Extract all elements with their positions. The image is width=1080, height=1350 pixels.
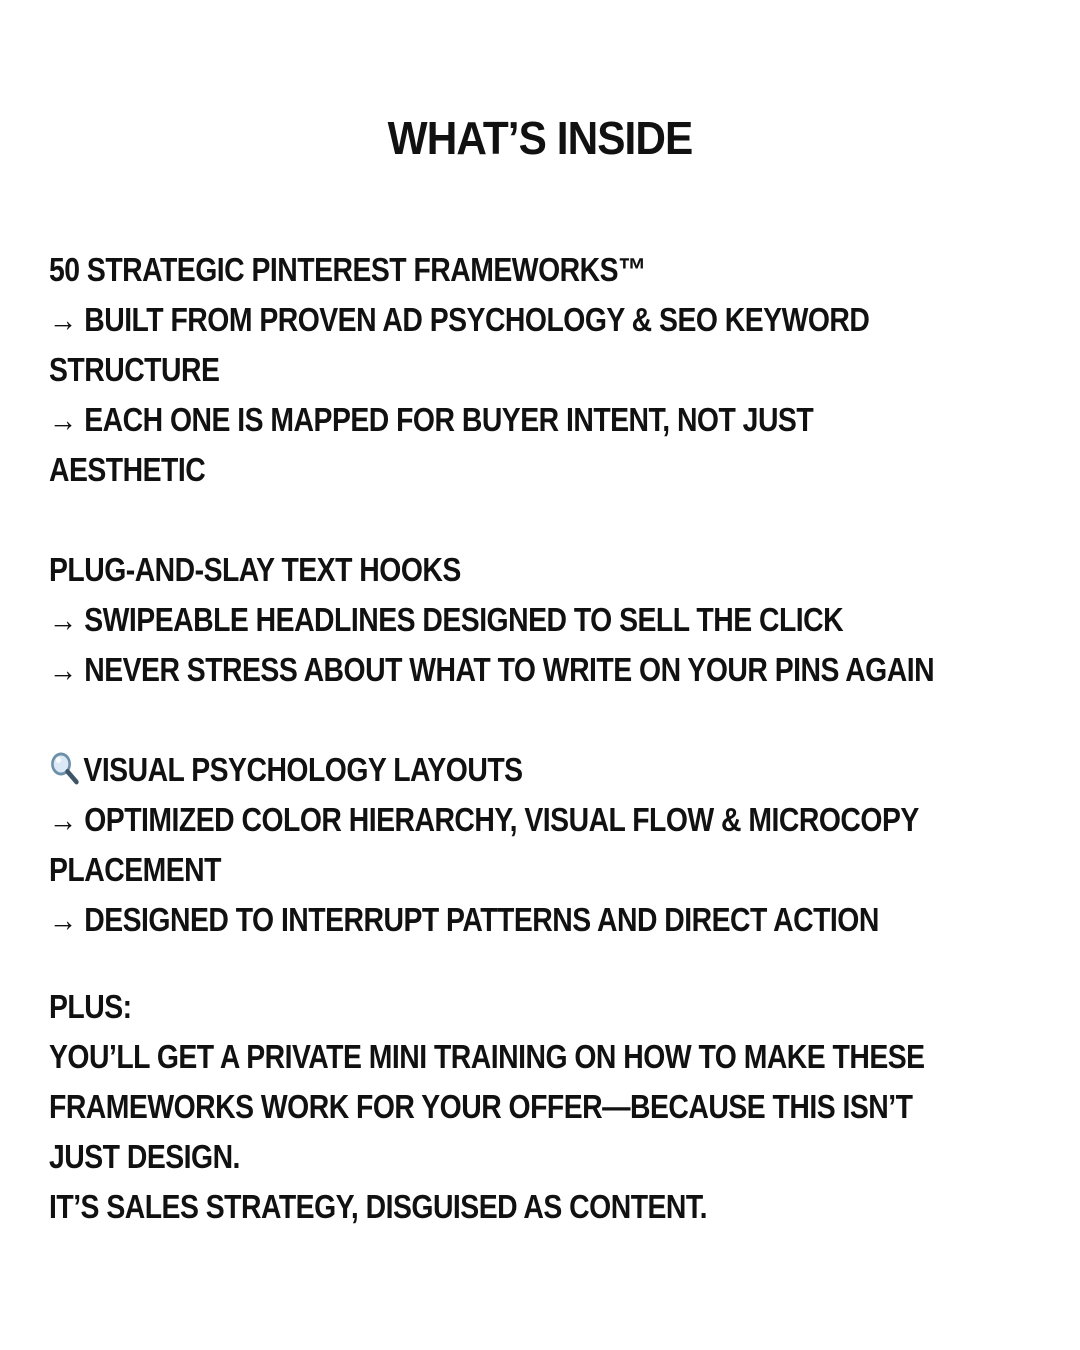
section-heading: PLUG-AND-SLAY TEXT HOOKS (49, 551, 461, 588)
bullet-line: → SWIPEABLE HEADLINES DESIGNED TO SELL THE CLICK (49, 601, 844, 638)
bullet-line: → DESIGNED TO INTERRUPT PATTERNS AND DIRECT ACTION (49, 901, 879, 938)
section-hooks (49, 545, 1034, 695)
content (49, 245, 1034, 1232)
bullet-line: → EACH ONE IS MAPPED FOR BUYER INTENT, NOT JUST (49, 401, 814, 438)
bullet-line: → OPTIMIZED COLOR HIERARCHY, VISUAL FLOW & MICROCOPY (49, 801, 919, 838)
bullet-line: → NEVER STRESS ABOUT WHAT TO WRITE ON YOUR PINS AGAIN (49, 651, 935, 688)
section-heading: 50 STRATEGIC PINTEREST FRAMEWORKS™ (49, 251, 646, 288)
body-line: YOU’LL GET A PRIVATE MINI TRAINING ON HOW TO MAKE THESE (49, 1038, 925, 1075)
bullet-line-continuation: STRUCTURE (49, 351, 220, 388)
section-layouts (49, 745, 1034, 945)
bullet-line-continuation: AESTHETIC (49, 451, 206, 488)
section-heading-row (49, 745, 896, 795)
page-title: WHAT’S INSIDE (387, 112, 693, 164)
section-plus (49, 982, 1034, 1232)
section-heading: PLUS: (49, 988, 132, 1025)
magnifying-glass-icon (49, 750, 80, 786)
body-line: JUST DESIGN. (49, 1138, 240, 1175)
spacer (49, 495, 1034, 545)
body-line: FRAMEWORKS WORK FOR YOUR OFFER—BECAUSE THIS ISN’T (49, 1088, 913, 1125)
section-frameworks (49, 245, 1034, 495)
bullet-line-continuation: PLACEMENT (49, 851, 221, 888)
body-line: IT’S SALES STRATEGY, DISGUISED AS CONTENT. (49, 1188, 707, 1225)
spacer (49, 695, 1034, 745)
spacer (49, 945, 1034, 982)
section-heading: VISUAL PSYCHOLOGY LAYOUTS (83, 751, 523, 788)
bullet-line: → BUILT FROM PROVEN AD PSYCHOLOGY & SEO KEYWORD (49, 301, 870, 338)
